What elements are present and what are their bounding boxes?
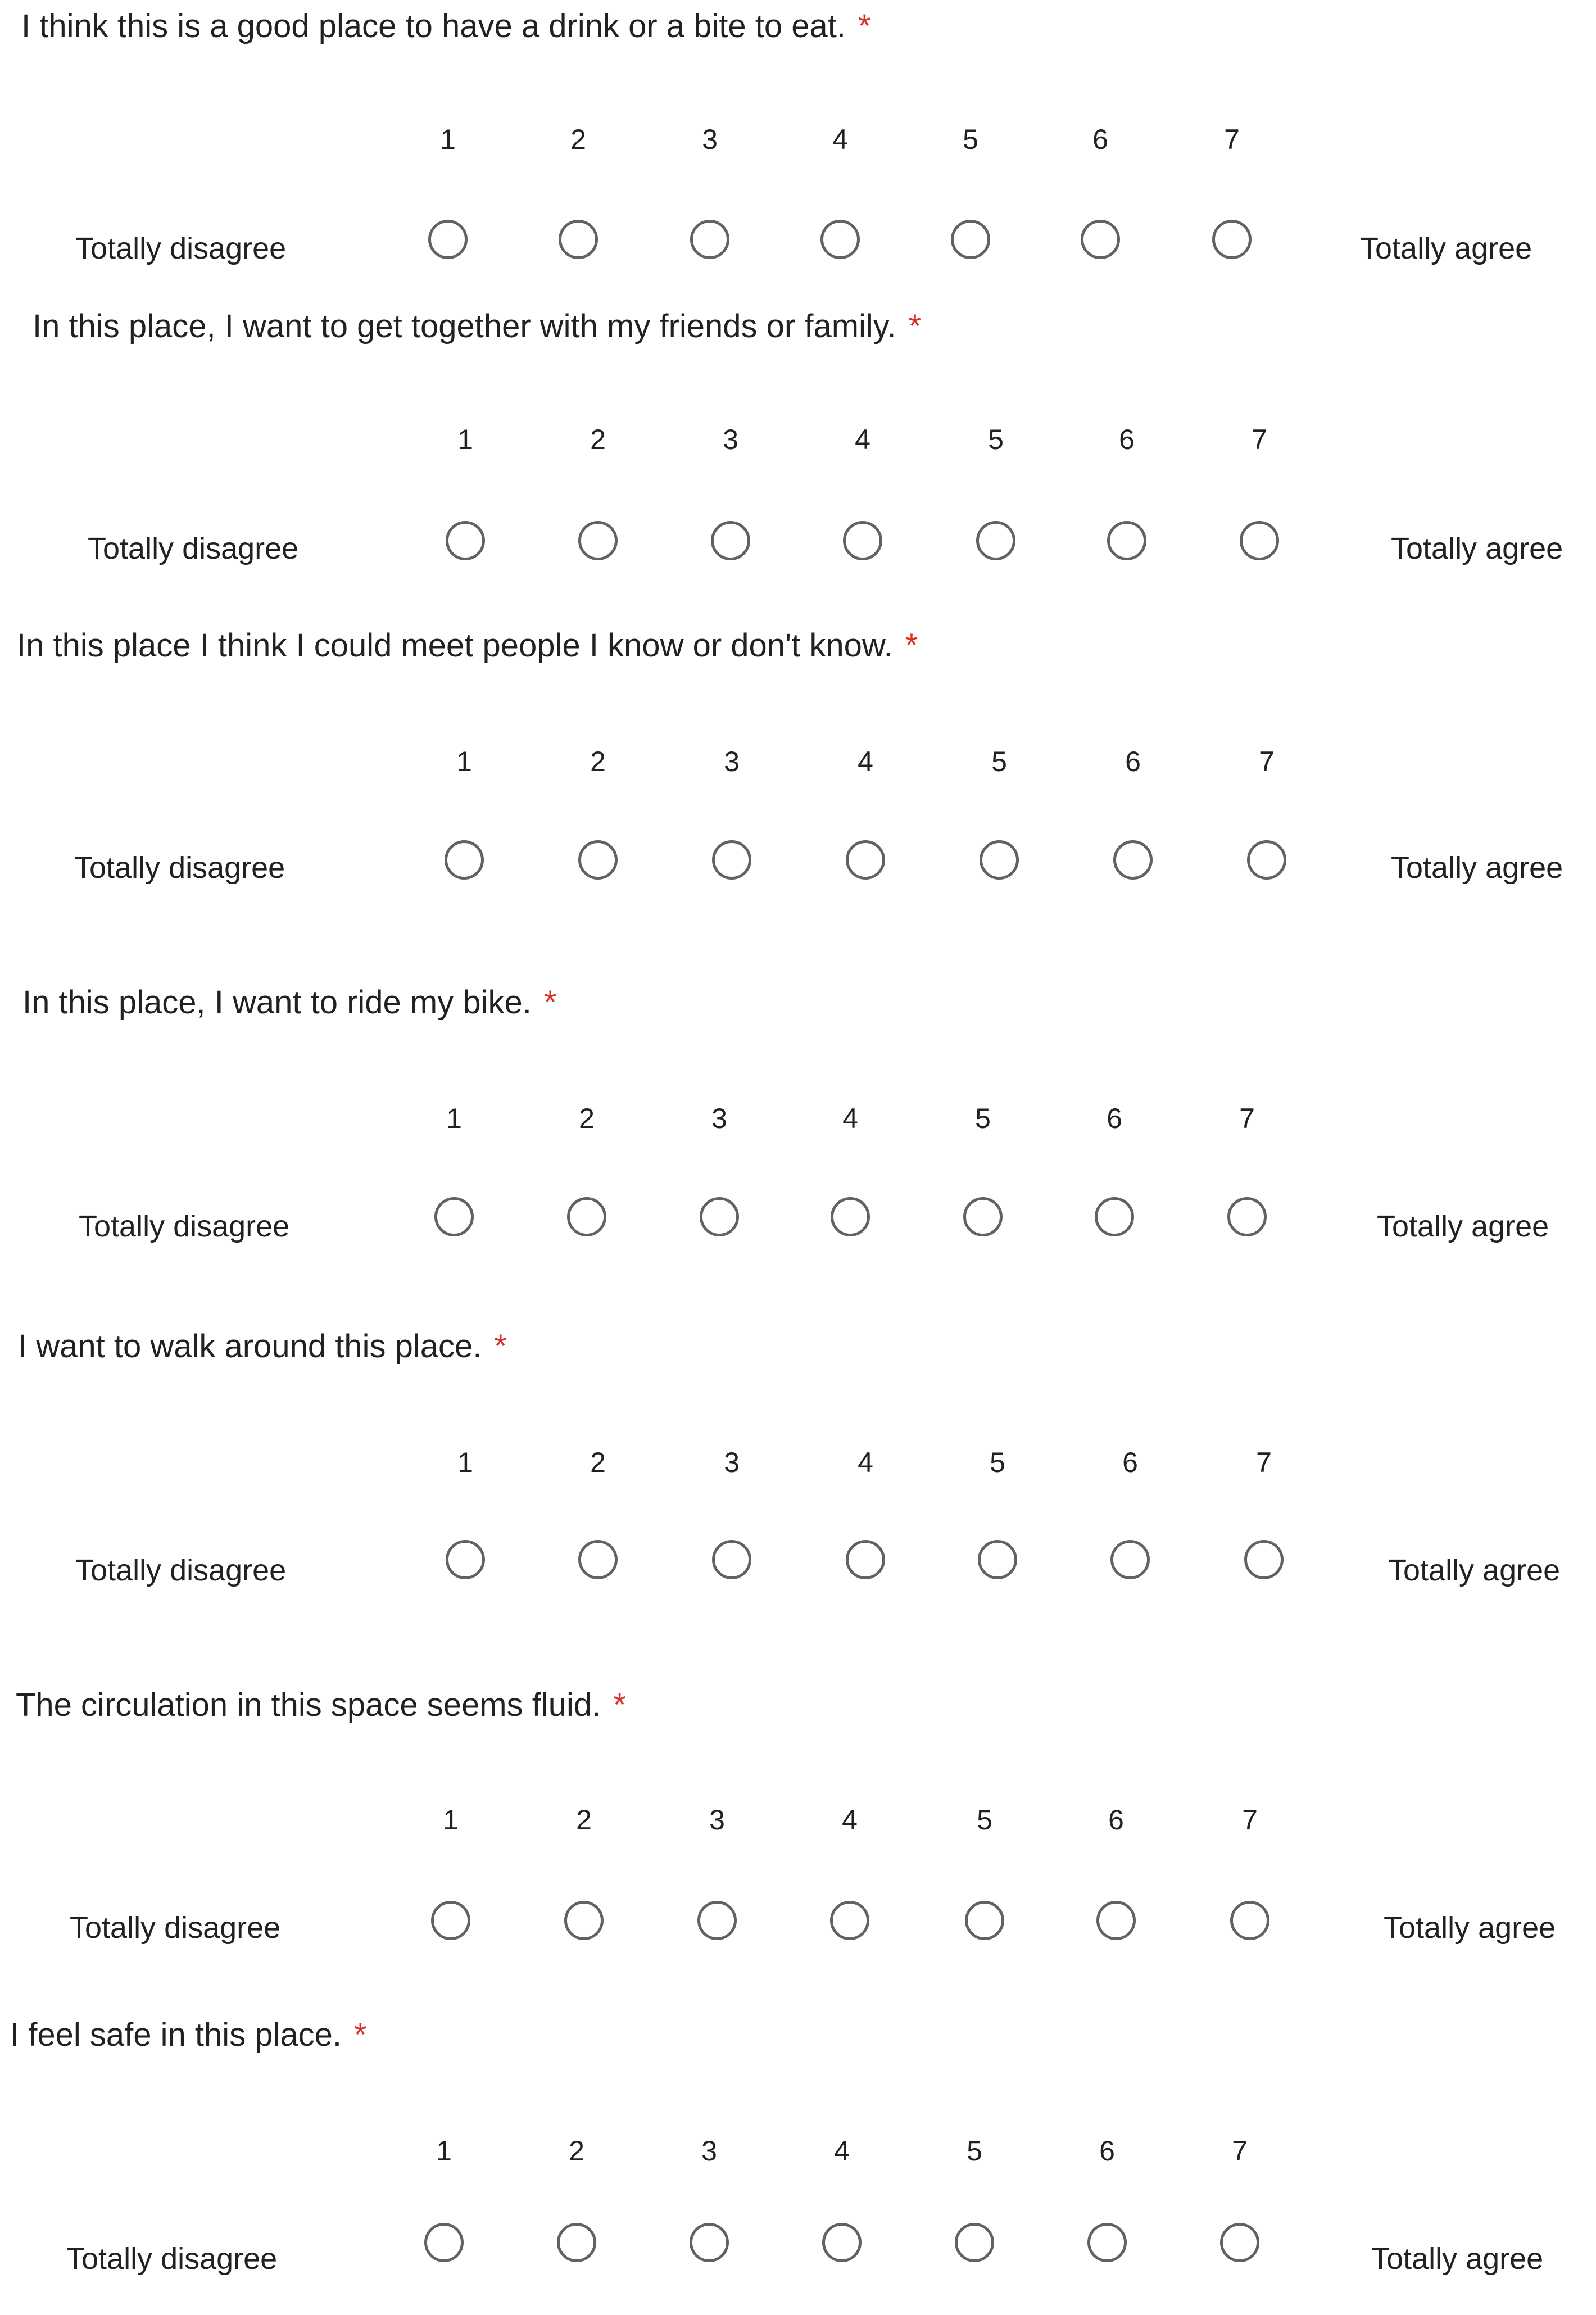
- scale-number-6: 6: [1125, 746, 1141, 777]
- high-label: Totally agree: [1391, 851, 1563, 885]
- scale-number-5: 5: [990, 1447, 1005, 1478]
- scale-number-3: 3: [709, 1804, 725, 1836]
- scale-number-7: 7: [1252, 424, 1267, 455]
- radio-option-1[interactable]: [428, 220, 468, 259]
- high-label: Totally agree: [1391, 532, 1563, 565]
- low-label: Totally disagree: [75, 1553, 287, 1587]
- question-text: I want to walk around this place.: [18, 1328, 482, 1365]
- scale-number-5: 5: [975, 1103, 991, 1134]
- scale-number-2: 2: [579, 1103, 595, 1134]
- radio-option-6[interactable]: [1113, 840, 1153, 880]
- required-asterisk: *: [494, 1328, 507, 1365]
- scale-number-7: 7: [1232, 2135, 1248, 2167]
- high-label: Totally agree: [1384, 1911, 1556, 1945]
- question-5: [0, 1328, 1596, 1587]
- radio-option-6[interactable]: [1107, 521, 1146, 560]
- question-title: [33, 310, 921, 343]
- radio-option-3[interactable]: [712, 1540, 751, 1579]
- radio-option-7[interactable]: [1220, 2223, 1259, 2262]
- scale-number-6: 6: [1092, 124, 1108, 155]
- required-asterisk: *: [543, 984, 557, 1021]
- scale-number-5: 5: [977, 1804, 992, 1836]
- radio-option-4[interactable]: [846, 840, 885, 880]
- high-label: Totally agree: [1388, 1553, 1561, 1587]
- scale-number-6: 6: [1107, 1103, 1122, 1134]
- required-asterisk: *: [905, 627, 918, 664]
- scale-number-1: 1: [443, 1804, 459, 1836]
- radio-option-6[interactable]: [1110, 1540, 1150, 1579]
- radio-option-7[interactable]: [1227, 1197, 1267, 1236]
- radio-option-3[interactable]: [690, 2223, 729, 2262]
- radio-option-4[interactable]: [822, 2223, 862, 2262]
- scale-number-6: 6: [1122, 1447, 1138, 1478]
- radio-option-2[interactable]: [578, 840, 618, 880]
- scale-number-1: 1: [440, 124, 456, 155]
- scale-number-2: 2: [569, 2135, 584, 2167]
- required-asterisk: *: [354, 2017, 367, 2053]
- radio-option-3[interactable]: [697, 1901, 737, 1940]
- radio-option-6[interactable]: [1095, 1197, 1134, 1236]
- required-asterisk: *: [613, 1687, 626, 1723]
- radio-option-7[interactable]: [1230, 1901, 1269, 1940]
- scale-number-6: 6: [1119, 424, 1135, 455]
- scale-number-5: 5: [988, 424, 1004, 455]
- scale-number-3: 3: [701, 2135, 717, 2167]
- radio-option-2[interactable]: [557, 2223, 596, 2262]
- scale-number-5: 5: [991, 746, 1007, 777]
- question-4: [0, 984, 1596, 1243]
- question-title: [10, 2019, 367, 2051]
- high-label: Totally agree: [1371, 2242, 1544, 2276]
- radio-option-3[interactable]: [711, 521, 750, 560]
- radio-option-4[interactable]: [846, 1540, 885, 1579]
- radio-option-2[interactable]: [559, 220, 598, 259]
- radio-option-2[interactable]: [578, 1540, 618, 1579]
- low-label: Totally disagree: [70, 1911, 281, 1945]
- scale-number-7: 7: [1239, 1103, 1255, 1134]
- scale-number-6: 6: [1099, 2135, 1115, 2167]
- radio-option-5[interactable]: [980, 840, 1019, 880]
- question-text: I feel safe in this place.: [10, 2017, 342, 2053]
- scale-number-3: 3: [711, 1103, 727, 1134]
- scale-number-3: 3: [702, 124, 718, 155]
- scale-number-4: 4: [834, 2135, 850, 2167]
- radio-option-6[interactable]: [1081, 220, 1120, 259]
- question-text: I think this is a good place to have a drink or a bite to eat.: [21, 8, 846, 44]
- scale-number-4: 4: [855, 424, 870, 455]
- scale-number-6: 6: [1108, 1804, 1124, 1836]
- radio-option-7[interactable]: [1212, 220, 1252, 259]
- radio-option-6[interactable]: [1096, 1901, 1136, 1940]
- radio-option-5[interactable]: [951, 220, 990, 259]
- radio-option-5[interactable]: [965, 1901, 1004, 1940]
- radio-option-2[interactable]: [567, 1197, 606, 1236]
- radio-option-7[interactable]: [1244, 1540, 1284, 1579]
- scale-number-5: 5: [963, 124, 978, 155]
- high-label: Totally agree: [1360, 232, 1532, 265]
- radio-option-3[interactable]: [700, 1197, 739, 1236]
- scale-number-4: 4: [858, 1447, 873, 1478]
- radio-option-5[interactable]: [978, 1540, 1017, 1579]
- radio-option-4[interactable]: [843, 521, 882, 560]
- question-title: [22, 986, 556, 1019]
- scale-number-4: 4: [842, 1103, 858, 1134]
- scale-number-5: 5: [967, 2135, 982, 2167]
- low-label: Totally disagree: [79, 1209, 290, 1243]
- scale-number-2: 2: [570, 124, 586, 155]
- question-text: In this place I think I could meet people I know or don't know.: [17, 627, 893, 664]
- question-text: In this place, I want to ride my bike.: [22, 984, 532, 1021]
- question-text: In this place, I want to get together with my friends or family.: [33, 308, 896, 345]
- scale-number-7: 7: [1242, 1804, 1258, 1836]
- radio-option-1[interactable]: [424, 2223, 464, 2262]
- radio-option-5[interactable]: [955, 2223, 994, 2262]
- radio-option-4[interactable]: [831, 1197, 870, 1236]
- low-label: Totally disagree: [75, 232, 287, 265]
- question-text: The circulation in this space seems fluid.: [16, 1687, 601, 1723]
- scale-number-2: 2: [590, 424, 606, 455]
- scale-number-4: 4: [858, 746, 873, 777]
- scale-number-2: 2: [576, 1804, 592, 1836]
- radio-option-1[interactable]: [445, 840, 484, 880]
- radio-option-3[interactable]: [712, 840, 751, 880]
- radio-option-1[interactable]: [446, 521, 485, 560]
- radio-option-1[interactable]: [434, 1197, 474, 1236]
- required-asterisk: *: [908, 308, 922, 345]
- required-asterisk: *: [858, 8, 871, 44]
- radio-option-4[interactable]: [820, 220, 860, 259]
- scale-number-1: 1: [436, 2135, 452, 2167]
- question-title: [17, 629, 918, 662]
- radio-option-4[interactable]: [830, 1901, 869, 1940]
- scale-number-2: 2: [590, 746, 606, 777]
- radio-option-7[interactable]: [1247, 840, 1286, 880]
- scale-number-4: 4: [832, 124, 848, 155]
- scale-number-1: 1: [457, 1447, 473, 1478]
- radio-option-2[interactable]: [564, 1901, 604, 1940]
- low-label: Totally disagree: [88, 532, 299, 565]
- low-label: Totally disagree: [74, 851, 285, 885]
- scale-number-3: 3: [724, 1447, 740, 1478]
- scale-number-2: 2: [590, 1447, 606, 1478]
- scale-number-1: 1: [456, 746, 472, 777]
- question-title: [16, 1689, 626, 1721]
- radio-option-1[interactable]: [446, 1540, 485, 1579]
- radio-option-3[interactable]: [690, 220, 729, 259]
- scale-number-7: 7: [1256, 1447, 1272, 1478]
- radio-option-6[interactable]: [1087, 2223, 1127, 2262]
- question-title: [18, 1330, 507, 1363]
- radio-option-5[interactable]: [963, 1197, 1003, 1236]
- scale-number-1: 1: [446, 1103, 462, 1134]
- question-1: [0, 8, 1596, 265]
- scale-number-4: 4: [842, 1804, 858, 1836]
- radio-option-5[interactable]: [976, 521, 1015, 560]
- radio-option-1[interactable]: [431, 1901, 470, 1940]
- radio-option-7[interactable]: [1240, 521, 1279, 560]
- question-3: [0, 627, 1596, 885]
- scale-number-1: 1: [457, 424, 473, 455]
- scale-number-3: 3: [724, 746, 740, 777]
- question-2: [0, 308, 1596, 565]
- question-title: [21, 10, 871, 43]
- low-label: Totally disagree: [66, 2242, 278, 2276]
- scale-number-3: 3: [723, 424, 738, 455]
- scale-number-7: 7: [1259, 746, 1275, 777]
- radio-option-2[interactable]: [578, 521, 618, 560]
- high-label: Totally agree: [1377, 1209, 1549, 1243]
- scale-number-7: 7: [1224, 124, 1240, 155]
